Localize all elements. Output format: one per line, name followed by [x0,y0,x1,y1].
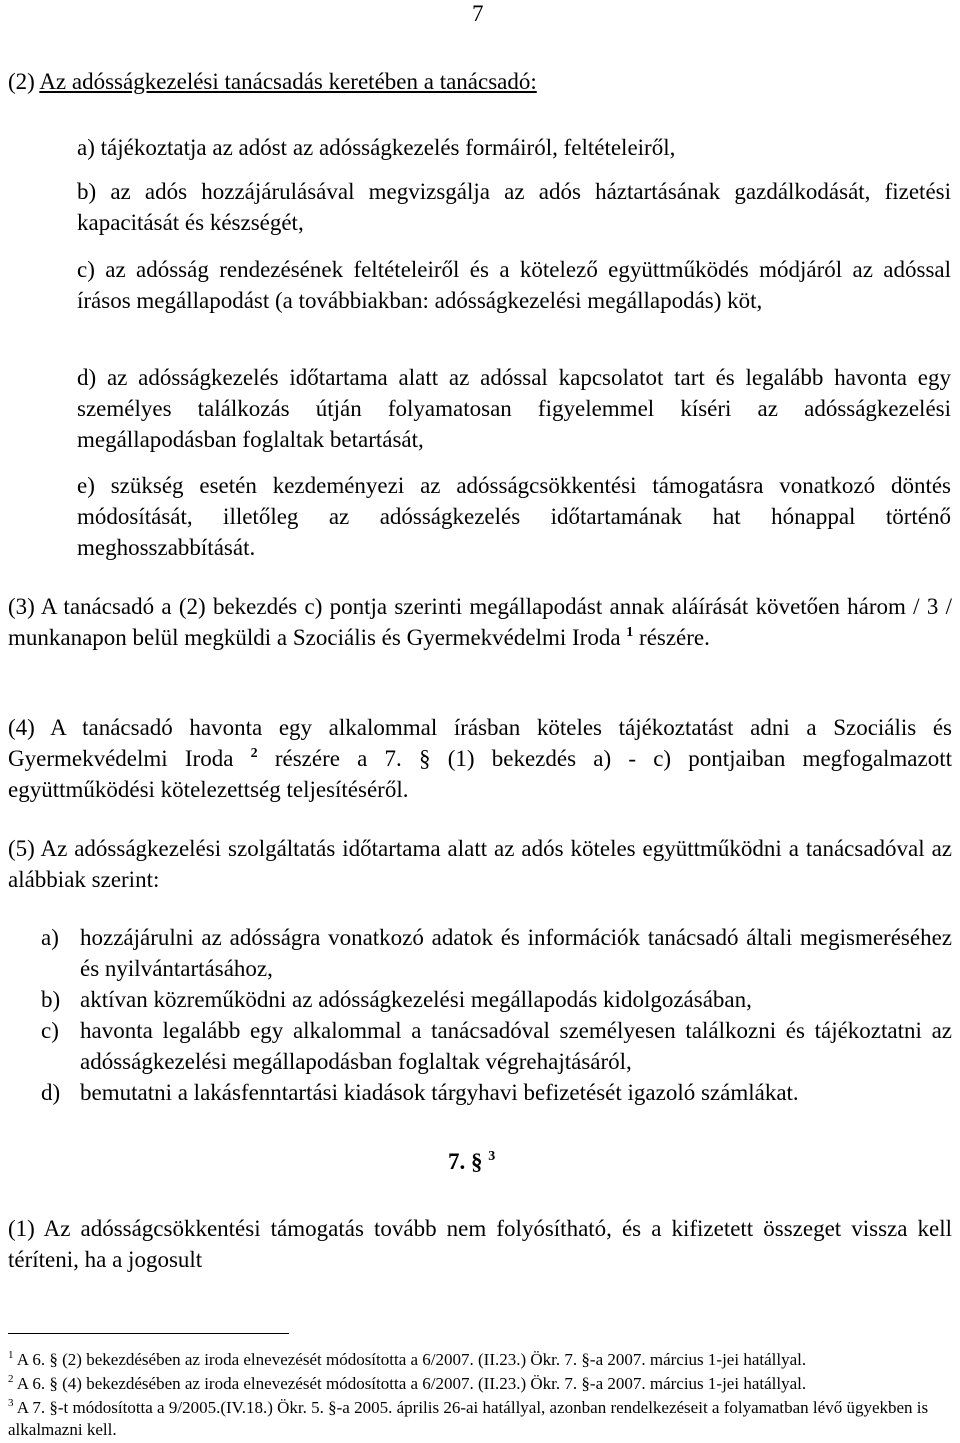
section-2-item-a: a) tájékoztatja az adóst az adósságkezelés formáiról, feltételeiről, [77,135,676,160]
section-7-heading [448,1146,495,1177]
section-2-title-text: Az adósságkezelési tanácsadás keretében a tanácsadó: [39,69,537,94]
footnote-ref-2: 2 [250,746,258,761]
footnote-3 [8,1397,952,1441]
section-2-number: (2) [8,69,35,94]
section-5-intro: (5) Az adósságkezelési szolgáltatás időtartama alatt az adós köteles együttműködni a tanácsadóval az alábbiak szerint: [8,836,952,892]
footnote-divider [8,1333,289,1334]
footnote-text: A 6. § (4) bekezdésében az iroda elnevezését módosította a 6/2007. (II.23.) Ökr. 7. §-a 2007. március 1-jei hatállyal. [13,1374,807,1393]
list-item-text: bemutatni a lakásfenntartási kiadások tárgyhavi befizetését igazoló számlákat. [80,1080,799,1105]
section-4-paragraph [8,712,952,805]
footnote-ref-3: 3 [488,1149,496,1164]
list-marker: b) [41,987,61,1012]
footnote-2 [8,1373,952,1395]
section-4-text-end: részére a 7. § (1) bekezdés a) - c) pontjaiban megfogalmazott együttműködési kötelezettség teljesítéséről. [8,746,953,802]
list-marker: a) [41,925,59,950]
footnote-text: A 7. §-t módosította a 9/2005.(IV.18.) Ökr. 5. §-a 2005. április 26-ai hatállyal, azonban rendelkezéseit a folyamatban lévő ügyekben is alkalmazni kell. [8,1398,929,1439]
section-2-item-e: e) szükség esetén kezdeményezi az adósságcsökkentési támogatásra vonatkozó döntés módosítását, illetőleg az adósságkezelés időtartamának hat hónappal történő meghosszabbítását. [77,473,951,560]
list-item-text: aktívan közreműködni az adósságkezelési megállapodás kidolgozásában, [80,987,752,1012]
list-item [8,1015,952,1077]
footnote-ref-1: 1 [626,625,634,640]
section-2-item-b: b) az adós hozzájárulásával megvizsgálja az adós háztartásának gazdálkodását, fizetési kapacitását és készségét, [77,179,951,235]
section-5-list [8,922,952,1108]
list-marker: c) [41,1018,59,1043]
list-marker: d) [41,1080,61,1105]
page-number: 7 [472,1,484,26]
section-2-item-c: c) az adósság rendezésének feltételeiről és a kötelező együttműködés módjáról az adóssal írásos megállapodást (a továbbiakban: adósságkezelési megállapodás) köt, [77,257,951,313]
footnote-number: 1 [8,1349,14,1361]
list-item [8,922,952,984]
section-2-item-d: d) az adósságkezelés időtartama alatt az adóssal kapcsolatot tart és legalább havonta egy személyes találkozás útján folyamatosan figyelemmel kíséri az adósságkezelési megállapodásban foglaltak betartását, [77,365,951,452]
list-item-text: havonta legalább egy alkalommal a tanácsadóval személyesen találkozni és tájékoztatni az adósságkezelési megállapodásban foglaltak végrehajtásáról, [80,1018,952,1074]
section-2-title [8,66,537,97]
section-7-heading-text: 7. § [448,1149,483,1174]
list-item-text: hozzájárulni az adósságra vonatkozó adatok és információk tanácsadó általi megismeréséhez és nyilvántartásához, [80,925,952,981]
section-7-paragraph-1: (1) Az adósságcsökkentési támogatás tovább nem folyósítható, és a kifizetett összeget vissza kell téríteni, ha a jogosult [8,1216,952,1272]
section-4-text: (4) A tanácsadó havonta egy alkalommal írásban köteles tájékoztatást adni a Szociális és Gyermekvédelmi Iroda [8,715,952,771]
footnote-number: 2 [8,1373,14,1385]
footnote-text: A 6. § (2) bekezdésében az iroda elnevezését módosította a 6/2007. (II.23.) Ökr. 7. §-a 2007. március 1-jei hatállyal. [13,1350,807,1369]
list-item [8,984,952,1015]
section-3-paragraph [8,591,952,653]
footnote-number: 3 [8,1397,14,1409]
footnote-1 [8,1349,952,1371]
section-3-text: (3) A tanácsadó a (2) bekezdés c) pontja szerinti megállapodást annak aláírását követően három / 3 / munkanapon belül megküldi a Szociális és Gyermekvédelmi Iroda [8,594,952,650]
section-3-text-end: részére. [633,625,710,650]
list-item [8,1077,952,1108]
